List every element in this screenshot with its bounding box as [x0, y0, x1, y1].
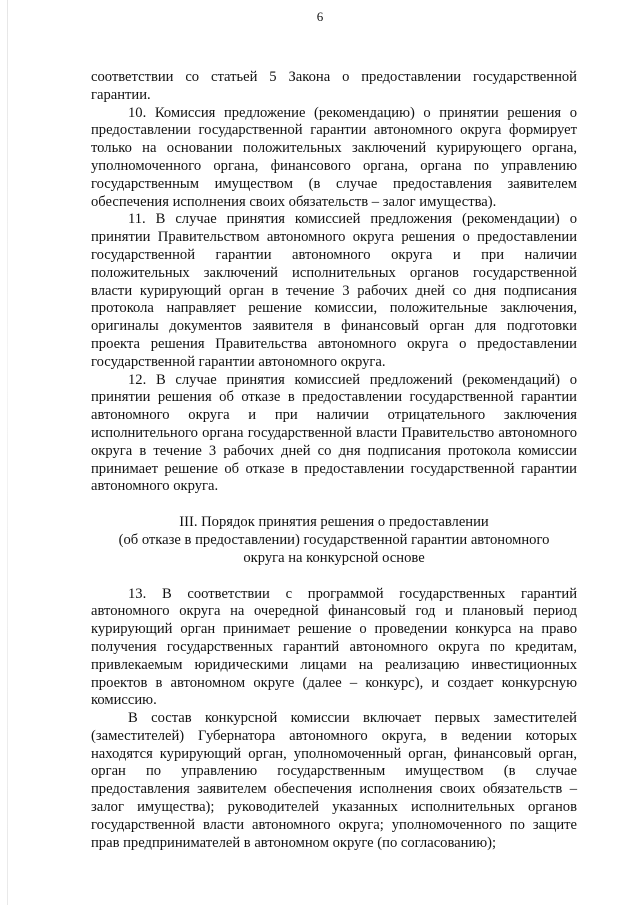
- paragraph-10: 10. Комиссия предложение (рекомендацию) о принятии решения о предоставлении государственной гарантии автономного округа формирует только на основании положительных заключений курирующего органа, уполномоченного органа, финансового органа, органа по управлению государственным имуществом (в случае предоставления заявителем обеспечения исполнения своих обязательств – залог имущества).: [91, 104, 577, 210]
- scan-margin-line: [7, 0, 8, 905]
- section-heading: [91, 514, 577, 567]
- paragraph-13: 13. В соответствии с программой государственных гарантий автономного округа на очередной финансовый год и плановый период курирующий орган принимает решение о проведении конкурса на право получения государственных гарантий автономного округа по кредитам, привлекаемым юридическими лицами на реализацию инвестиционных проектов в автономном округе (далее – конкурс), и создает конкурсную комиссию.: [91, 585, 577, 709]
- section-heading-line-3: округа на конкурсной основе: [243, 549, 425, 566]
- section-heading-line-2: (об отказе в предоставлении) государственной гарантии автономного: [118, 531, 550, 548]
- page-number: 6: [316, 9, 324, 24]
- section-heading-line-1: III. Порядок принятия решения о предоставлении: [179, 514, 489, 531]
- paragraph-12: 12. В случае принятия комиссией предложений (рекомендаций) о принятии решения об отказе в предоставлении государственной гарантии автономного округа и при наличии отрицательного заключения исполнительного органа государственной власти Правительство автономного округа в течение 3 рабочих дней со дня подписания протокола комиссии принимает решение об отказе в предоставлении государственной гарантии автономного округа.: [91, 371, 577, 495]
- paragraph-11: 11. В случае принятия комиссией предложения (рекомендации) о принятии Правительством автономного округа решения о предоставлении государственной гарантии автономного округа и при наличии положительных заключений исполнительных органов государственной власти курирующий орган в течение 3 рабочих дней со дня подписания протокола направляет решение комиссии, положительные заключения, оригиналы документов заявителя в финансовый орган для подготовки проекта решения Правительства автономного округа о предоставлении государственной гарантии автономного округа.: [91, 211, 577, 370]
- paragraph-continuation: соответствии со статьей 5 Закона о предоставлении государственной гарантии.: [91, 69, 577, 103]
- paragraph-commission-composition: В состав конкурсной комиссии включает первых заместителей (заместителей) Губернатора автономного округа, в ведении которых находятся курирующий орган, уполномоченный орган, финансовый орган, орган по управлению государственным имуществом (в случае предоставления заявителем обеспечения исполнения своих обязательств – залог имущества); руководителей указанных исполнительных органов государственной власти автономного округа; уполномоченного по защите прав предпринимателей в автономном округе (по согласованию);: [91, 710, 577, 851]
- document-body: [91, 69, 577, 852]
